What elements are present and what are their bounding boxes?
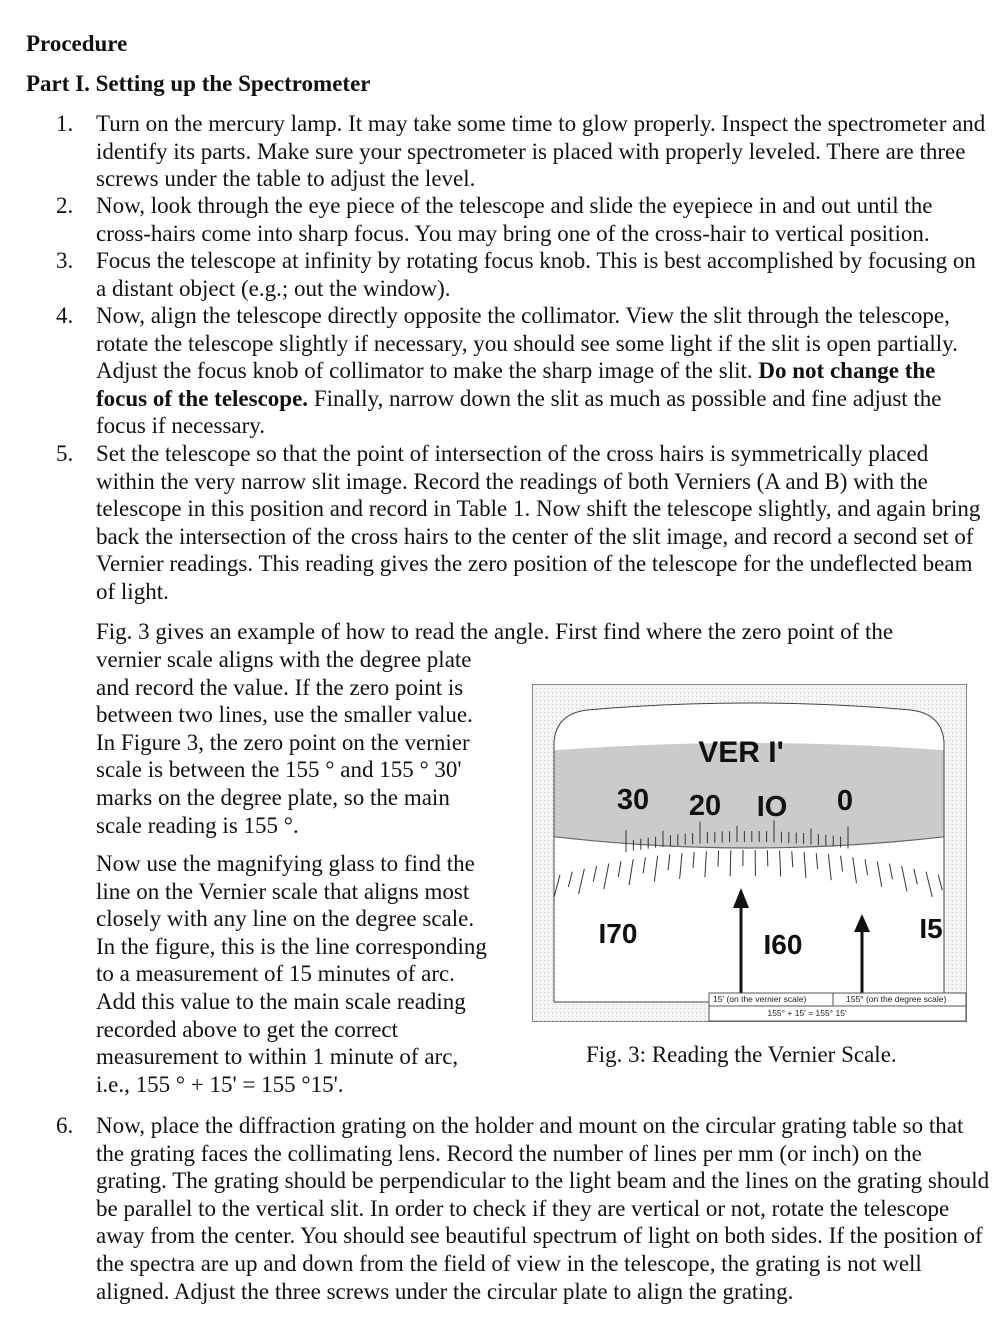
figure-intro-line: Fig. 3 gives an example of how to read the angle. First find where the zero point of the [96,619,894,644]
text-line: scale is between the 155 ° and 155 ° 30' [96,757,462,783]
figure-paragraph-1 [96,646,536,839]
vernier-label-20: 20 [688,790,722,822]
part1-heading: Part I. Setting up the Spectrometer [26,71,371,96]
text-line: Add this value to the main scale reading [96,988,466,1014]
text-line: Now use the magnifying glass to find the [96,851,475,876]
step-text: Now, align the telescope directly opposite the collimator. View the slit through the telescope, rotate the telescope slightly if necessary, you should see some light if the slit is open partially. Adjust the focus knob of collimator to make the sharp image of the slit. [96,303,958,384]
step-text: Now, look through the eye piece of the telescope and slide the eyepiece in and out until the cross-hairs come into sharp focus. You may bring one of the cross-hair to vertical position. [96,193,933,246]
text-line: In Figure 3, the zero point on the vernier [96,729,470,755]
step-number: 4. [56,303,74,328]
step-bold-text: Do not change the focus of the telescope. [96,358,936,411]
step-1 [56,110,991,193]
step-text: Set the telescope so that the point of intersection of the cross hairs is symmetrically placed within the very narrow slit image. Record the readings of both Verniers (A and B) with the telescope in this position and record in Table 1. Now shift the telescope slightly, and again bring back the intersection of the cross hairs to the center of the slit image, and record a second set of Vernier readings. This reading gives the zero position of the telescope for the undeflected beam of light. [96,441,981,604]
note-sum: 155° + 15' = 155° 15' [767,1008,847,1018]
text-line: closely with any line on the degree scale. [96,906,475,932]
step-number: 1. [56,111,74,136]
step-6 [56,1112,991,1305]
degree-label-170: I70 [598,918,638,949]
vernier-title: VER I' [698,736,784,769]
vernier-label-30: 30 [616,784,650,816]
step-number: 5. [56,441,74,466]
figure-paragraph-2 [96,850,536,1098]
step-text: Focus the telescope at infinity by rotating focus knob. This is best accomplished by focusing on a distant object (e.g.; out the window). [96,248,976,301]
text-line: scale reading is 155 °. [96,812,299,838]
step-4 [56,302,991,440]
step-text: Finally, narrow down the slit as much as possible and fine adjust the focus if necessary. [96,385,942,439]
text-line: marks on the degree plate, so the main [96,784,450,810]
step-5 [56,440,991,606]
text-line: and record the value. If the zero point is [96,674,464,700]
step-text: Turn on the mercury lamp. It may take some time to glow properly. Inspect the spectrometer and identify its parts. Make sure your spectrometer is placed with properly leveled. There are three screws under the table to adjust the level. [96,111,986,192]
degree-tick [730,850,731,876]
text-line: i.e., 155 ° + 15' = 155 °15'. [96,1071,344,1097]
step-number: 3. [56,248,74,273]
note-degree: 155° (on the degree scale) [846,994,947,1004]
procedure-heading: Procedure [26,31,128,56]
text-line: to a measurement of 15 minutes of arc. [96,961,455,987]
text-line: between two lines, use the smaller value. [96,702,473,728]
text-line: recorded above to get the correct [96,1016,399,1042]
figure-caption: Fig. 3: Reading the Vernier Scale. [586,1042,897,1067]
vernier-label-0: 0 [836,785,854,817]
note-vernier: 15' (on the vernier scale) [713,994,807,1004]
degree-label-160: I60 [763,929,803,960]
degree-tick [718,851,719,867]
step-text: Now, place the diffraction grating on the holder and mount on the circular grating table so that the grating faces the collimating lens. Record the number of lines per mm (or inch) on the grating. The grating should be perpendicular to the light beam and the lines on the grating should be parallel to the vertical slit. In order to check if they are vertical or not, rotate the telescope away from the center. You should see beautiful spectrum of light on both sides. If the position of the spectra are up and down from the field of view in the telescope, the grating is not well aligned. Adjust the three screws under the circular plate to align the grating. [96,1113,990,1304]
vernier-figure [532,684,967,1022]
step-3 [56,247,991,302]
degree-label-15: I5 [919,913,943,944]
step-number: 2. [56,193,74,218]
step-2 [56,192,991,247]
text-line: In the figure, this is the line corresponding [96,933,487,959]
text-line: vernier scale aligns with the degree plate [96,647,472,672]
text-line: line on the Vernier scale that aligns most [96,878,470,904]
text-line: measurement to within 1 minute of arc, [96,1044,459,1070]
vernier-label-10: IO [756,791,788,823]
step-number: 6. [56,1113,74,1138]
